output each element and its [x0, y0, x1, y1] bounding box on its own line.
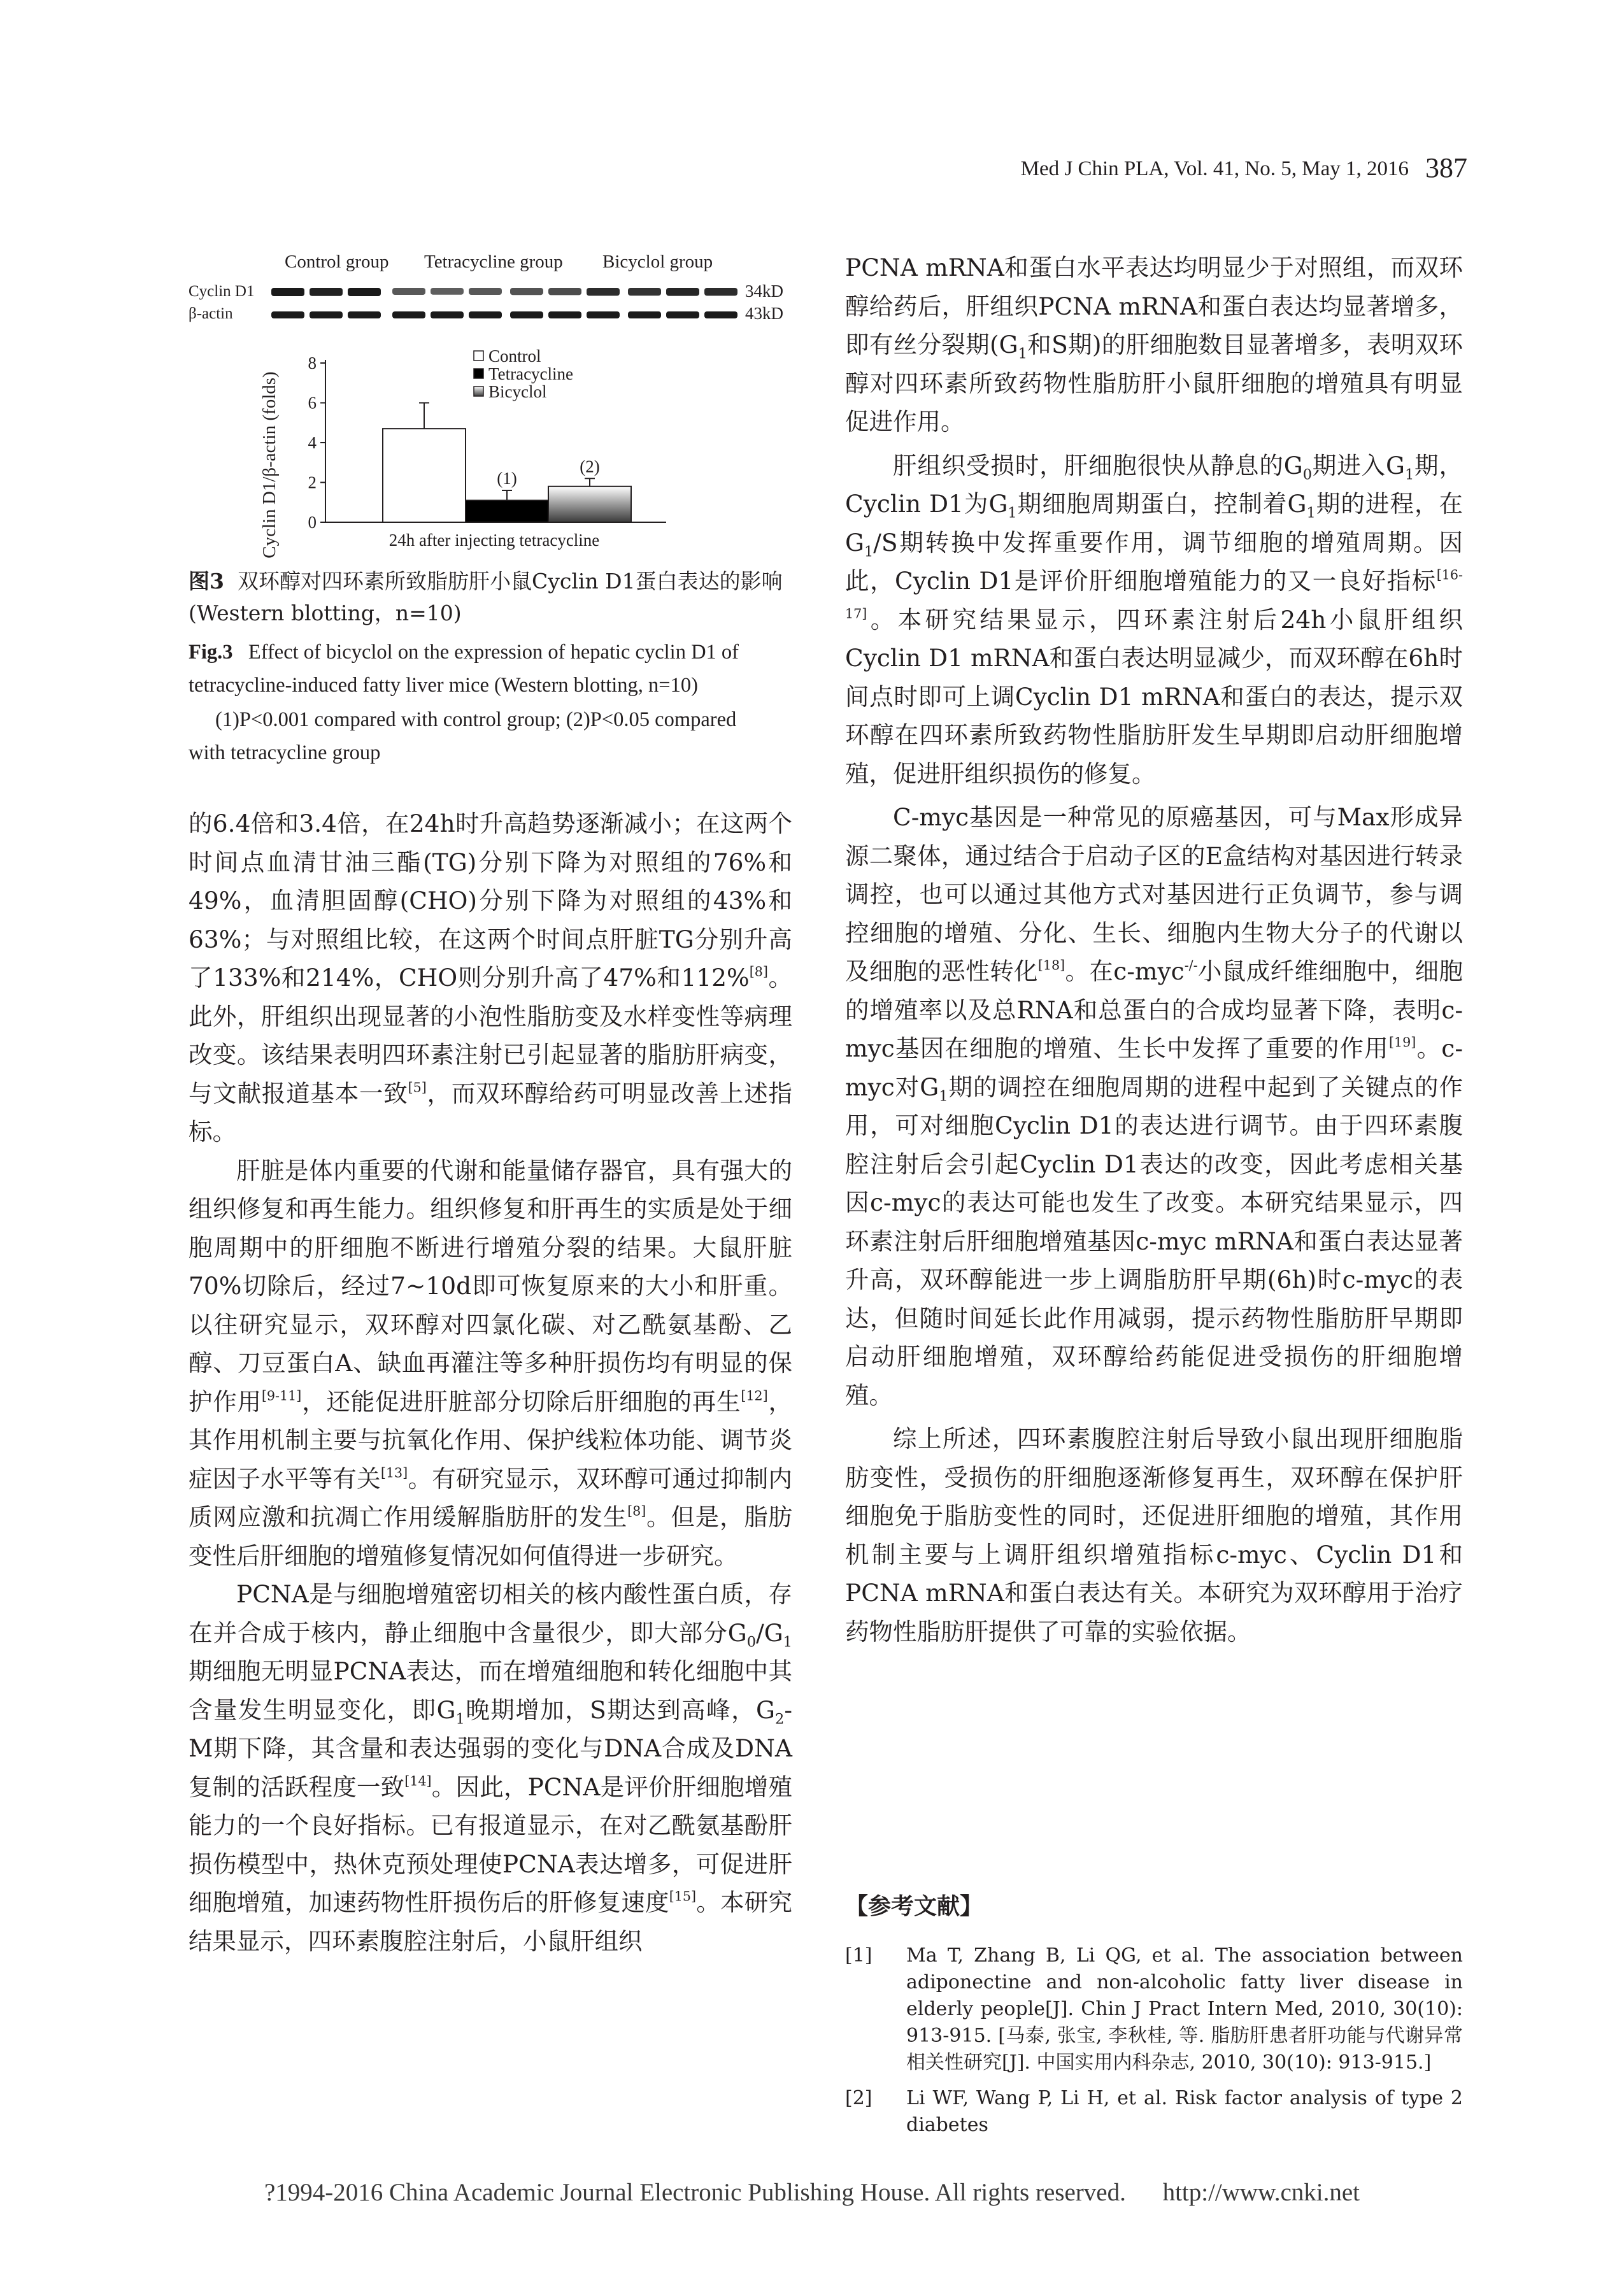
page-number: 387	[1425, 152, 1467, 183]
left-body	[189, 804, 792, 1960]
beta-actin-band	[548, 311, 581, 318]
right-paragraph-1: PCNA mRNA和蛋白水平表达均明显少于对照组，而双环醇给药后，肝组织PCNA mRNA和蛋白表达均显著增多，即有丝分裂期($G_1$和S期)的肝细胞数目显著增多，表明双环醇对四环素所致药物性脂肪肝小鼠肝细胞的增殖具有明显促进作用。	[845, 253, 1463, 436]
reference-2-text: Li WF, Wang P, Li H, et al. Risk factor analysis of type 2 diabetes	[906, 2087, 1463, 2136]
figure-3	[189, 248, 800, 573]
beta-actin-band	[587, 311, 620, 318]
beta-actin-band	[431, 311, 464, 318]
cyclin-d1-band	[348, 288, 381, 296]
cyclin-d1-band	[548, 288, 581, 295]
reference-1-number: [1]	[845, 1944, 873, 1967]
beta-actin-band	[666, 311, 699, 318]
cyclin-d1-band	[392, 288, 425, 295]
caption-en-label: Fig.3	[189, 641, 233, 664]
caption-note-1: (1)P<0.001 compared with control group; (2)P<0.05 compared	[215, 708, 737, 731]
cyclin-d1-band	[431, 288, 464, 295]
copyright-notice: ?1994-2016 China Academic Journal Electronic Publishing House. All rights reserved.	[264, 2179, 1126, 2206]
left-paragraph-3: PCNA是与细胞增殖密切相关的核内酸性蛋白质，存在并合成于核内，静止细胞中含量很少，即大部分$G_0/G_1$期细胞无明显PCNA表达，而在增殖细胞和转化细胞中其含量发生明显变化，即$G_1$晚期增加，S期达到高峰，$G_2-M$期下降，其含量和表达强弱的变化与DNA合成及DNA复制的活跃程度一致[14]。因此，PCNA是评价肝细胞增殖能力的一个良好指标。已有报道显示，在对乙酰氨基酚肝损伤模型中，热休克预处理使PCNA表达增多，可促进肝细胞增殖，加速药物性肝损伤后的肝修复速度[15]。本研究结果显示，四环素腹腔注射后，小鼠肝组织	[189, 1580, 793, 1955]
beta-actin-band	[392, 311, 425, 318]
legend-label: Tetracycline	[488, 364, 574, 383]
beta-actin-band	[704, 311, 737, 318]
cyclin-d1-band	[628, 288, 661, 296]
legend-label: Bicyclol	[488, 382, 547, 401]
page-footer	[0, 2178, 1624, 2207]
reference-1-text: Ma T, Zhang B, Li QG, et al. The association between adiponectine and non-alcoholic fatty liver disease in elderly people[J]. Chin J Pract Intern Med, 2010, 30(10): 913-915. [马泰, 张宝, 李秋桂, 等. 脂肪肝患者肝功能与代谢异常相关性研究[J]. 中国实用内科杂志, 2010, 30(10): 913-915.]	[906, 1944, 1463, 2074]
blot-group-control: Control group	[285, 252, 389, 272]
western-blot-bands	[271, 288, 737, 318]
chart-x-axis-label: 24h after injecting tetracycline	[388, 531, 600, 550]
cyclin-d1-band	[310, 288, 343, 296]
legend-label: Control	[488, 346, 541, 366]
cyclin-d1-bar-chart	[259, 346, 666, 559]
right-paragraph-4: 综上所述，四环素腹腔注射后导致小鼠出现肝细胞脂肪变性，受损伤的肝细胞逐渐修复再生，双环醇在保护肝细胞免于脂肪变性的同时，还促进肝细胞的增殖，其作用机制主要与上调肝组织增殖指标c-myc、Cyclin D1和PCNA mRNA和蛋白表达有关。本研究为双环醇用于治疗药物性脂肪肝提供了可靠的实验依据。	[845, 1425, 1463, 1646]
beta-actin-band	[469, 311, 502, 318]
right-paragraph-3: C-myc基因是一种常见的原癌基因，可与Max形成异源二聚体，通过结合于启动子区的E盒结构对基因进行转录调控，也可以通过其他方式对基因进行正负调节，参与调控细胞的增殖、分化、生长、细胞内生物大分子的代谢以及细胞的恶性转化[18]。在c-myc-/-小鼠成纤维细胞中，细胞的增殖率以及总RNA和总蛋白的合成均显著下降，表明c-myc基因在细胞的增殖、生长中发挥了重要的作用[19]。c-myc对$G_1$期的调控在细胞周期的进程中起到了关键点的作用，可对细胞Cyclin D1的表达进行调节。由于四环素腹腔注射后会引起Cyclin D1表达的改变，因此考虑相关基因c-myc的表达可能也发生了改变。本研究结果显示，四环素注射后肝细胞增殖基因c-myc mRNA和蛋白表达显著升高，双环醇能进一步上调脂肪肝早期(6h)时c-myc的表达，但随时间延长此作用减弱，提示药物性脂肪肝早期即启动肝细胞增殖，双环醇给药能促进受损伤的肝细胞增殖。	[845, 803, 1464, 1409]
footer-url: http://www.cnki.net	[1162, 2179, 1360, 2206]
caption-note-2: with tetracycline group	[189, 741, 381, 764]
blot-group-bicyclol: Bicyclol group	[602, 252, 713, 272]
legend-swatch	[474, 387, 483, 396]
page-header	[1021, 152, 1467, 184]
legend-swatch	[474, 369, 483, 378]
significance-mark: (2)	[580, 457, 600, 476]
chart-y-axis-label: Cyclin D1/β-actin (folds)	[259, 371, 280, 559]
cyclin-d1-band	[510, 288, 543, 295]
chart-legend	[474, 346, 573, 401]
right-body	[845, 248, 1463, 1651]
y-tick-label: 8	[308, 353, 317, 373]
cyclin-d1-band	[587, 288, 620, 296]
left-paragraph-2: 肝脏是体内重要的代谢和能量储存器官，具有强大的组织修复和再生能力。组织修复和肝再生的实质是处于细胞周期中的肝细胞不断进行增殖分裂的结果。大鼠肝脏70%切除后，经过7~10d即可恢复原来的大小和肝重。以往研究显示，双环醇对四氯化碳、对乙酰氨基酚、乙醇、刀豆蛋白A、缺血再灌注等多种肝损伤均有明显的保护作用[9-11]，还能促进肝脏部分切除后肝细胞的再生[12]，其作用机制主要与抗氧化作用、保护线粒体功能、调节炎症因子水平等有关[13]。有研究显示，双环醇可通过抑制内质网应激和抗凋亡作用缓解脂肪肝的发生[8]。但是，脂肪变性后肝细胞的增殖修复情况如何值得进一步研究。	[189, 1156, 793, 1570]
references-heading: 【参考文献】	[845, 1893, 983, 1920]
chart-bars	[383, 403, 631, 523]
y-tick-label: 2	[308, 473, 317, 492]
beta-actin-band	[628, 311, 661, 318]
y-tick-label: 4	[308, 433, 317, 452]
blot-size-43kd: 43kD	[745, 304, 783, 323]
caption-cn-text: 双环醇对四环素所致脂肪肝小鼠Cyclin D1蛋白表达的影响(Western blotting，n=10)	[189, 569, 783, 625]
caption-en-block	[189, 636, 792, 702]
blot-row-beta-actin: β-actin	[189, 305, 233, 322]
right-paragraph-2: 肝组织受损时，肝细胞很快从静息的$G_0$期进入$G_1$期，Cyclin D1为$G_1$期细胞周期蛋白，控制着$G_1$期的进程，在$G_1/S$期转换中发挥重要作用，调节细胞的增殖周期。因此，Cyclin D1是评价肝细胞增殖能力的又一良好指标[16-17]。本研究结果显示，四环素注射后24h小鼠肝组织Cyclin D1 mRNA和蛋白表达明显减少，而双环醇在6h时间点时即可上调Cyclin D1 mRNA和蛋白的表达，提示双环醇在四环素所致药物性脂肪肝发生早期即启动肝细胞增殖，促进肝组织损伤的修复。	[845, 451, 1463, 788]
caption-cn-block	[189, 566, 792, 629]
journal-citation: Med J Chin PLA, Vol. 41, No. 5, May 1, 2016	[1020, 157, 1409, 180]
beta-actin-band	[348, 311, 381, 318]
y-tick-label: 0	[308, 513, 317, 532]
bar-bicyclol	[548, 487, 631, 522]
caption-cn-label: 图3	[189, 569, 224, 594]
caption-en-text: Effect of bicyclol on the expression of hepatic cyclin D1 of tetracycline-induced fatty liver mice (Western blotting, n=10)	[189, 641, 739, 697]
blot-row-cyclin-d1: Cyclin D1	[189, 283, 255, 300]
blot-group-tetracycline: Tetracycline group	[424, 252, 563, 272]
y-tick-label: 6	[308, 393, 317, 413]
beta-actin-band	[310, 311, 343, 318]
figure-caption	[189, 566, 792, 769]
reference-2	[845, 2085, 1463, 2139]
left-paragraph-1: 的6.4倍和3.4倍，在24h时升高趋势逐渐减小；在这两个时间点血清甘油三酯(TG)分别下降为对照组的76%和49%，血清胆固醇(CHO)分别下降为对照组的43%和63%；与对照组比较，在这两个时间点肝脏TG分别升高了133%和214%，CHO则分别升高了47%和112%[8]。此外，肝组织出现显著的小泡性脂肪变及水样变性等病理改变。该结果表明四环素注射已引起显著的脂肪肝病变，与文献报道基本一致[5]，而双环醇给药可明显改善上述指标。	[189, 809, 793, 1146]
legend-swatch	[474, 351, 483, 360]
figure-3-graphic	[189, 248, 800, 573]
blot-size-34kd: 34kD	[745, 281, 783, 301]
significance-mark: (1)	[497, 469, 517, 488]
cyclin-d1-band	[469, 288, 502, 295]
cyclin-d1-band	[666, 288, 699, 296]
reference-2-number: [2]	[845, 2087, 873, 2109]
bar-control	[383, 429, 466, 522]
bar-tetracycline	[466, 501, 548, 522]
cyclin-d1-band	[704, 288, 737, 296]
beta-actin-band	[510, 311, 543, 318]
reference-1	[845, 1942, 1463, 2076]
cyclin-d1-band	[271, 288, 304, 296]
beta-actin-band	[271, 311, 304, 318]
